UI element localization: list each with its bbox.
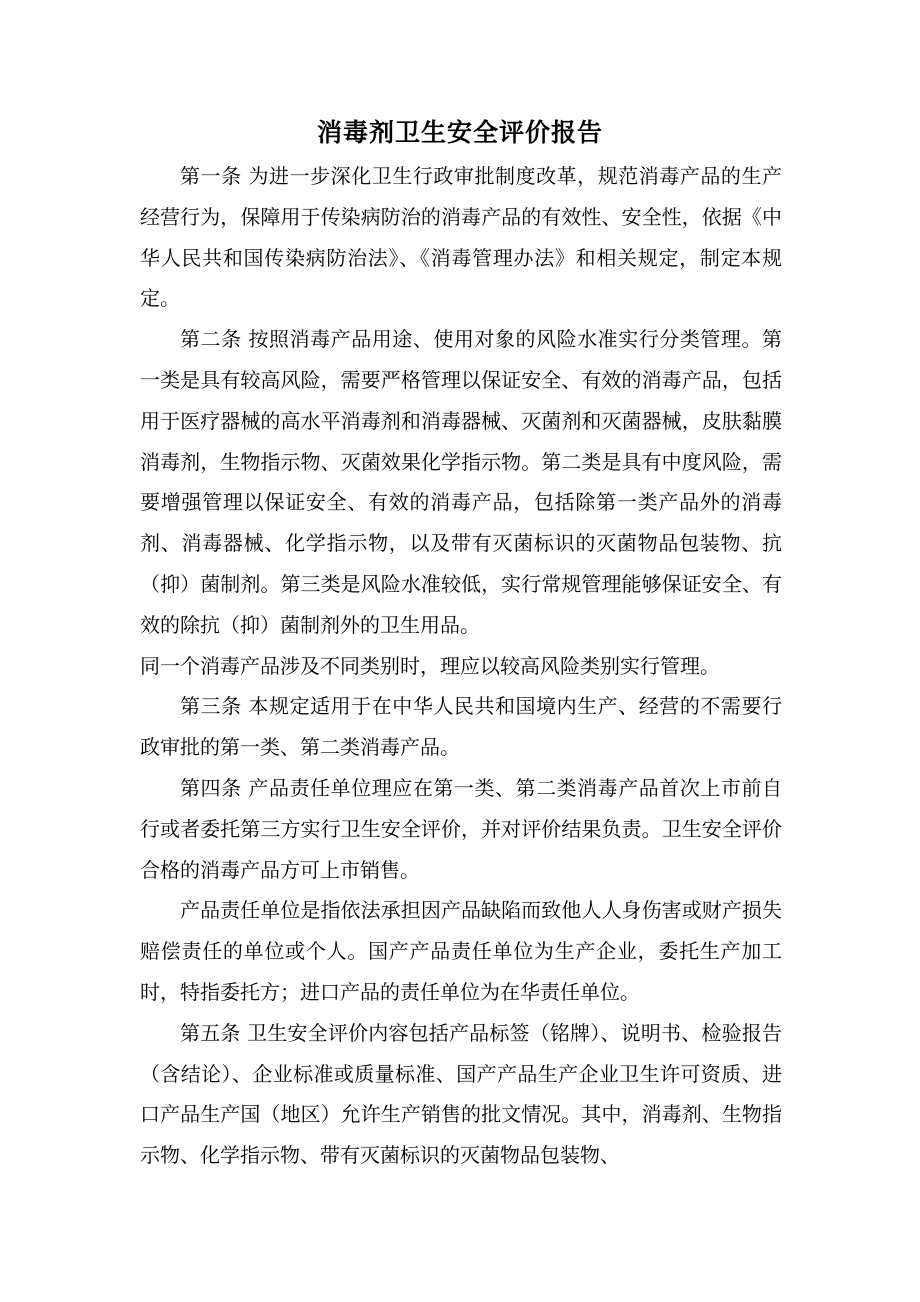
paragraph-article-1: 第一条 为进一步深化卫生行政审批制度改革，规范消毒产品的生产经营行为，保障用于传染病防治的消毒产品的有效性、安全性，依据《中华人民共和国传染病防治法》、《消毒管理办法》和相关规定，制定本规定。	[140, 164, 782, 311]
paragraph-article-2-note: 同一个消毒产品涉及不同类别时，理应以较高风险类别实行管理。	[140, 653, 720, 678]
paragraph-article-2: 第二条 按照消毒产品用途、使用对象的风险水准实行分类管理。第一类是具有较高风险，需要严格管理以保证安全、有效的消毒产品，包括用于医疗器械的高水平消毒剂和消毒器械、灭菌剂和灭菌器械，皮肤黏膜消毒剂，生物指示物、灭菌效果化学指示物。第二类是具有中度风险，需要增强管理以保证安全、有效的消毒产品，包括除第一类产品外的消毒剂、消毒器械、化学指示物，以及带有灭菌标识的灭菌物品包装物、抗（抑）菌制剂。第三类是风险水准较低，实行常规管理能够保证安全、有效的除抗（抑）菌制剂外的卫生用品。	[140, 327, 782, 637]
document-title: 消毒剂卫生安全评价报告	[316, 118, 603, 147]
document-body	[140, 156, 782, 1176]
paragraph-article-5: 第五条 卫生安全评价内容包括产品标签（铭牌）、说明书、检验报告（含结论）、企业标准或质量标准、国产产品生产企业卫生许可资质、进口产品生产国（地区）允许生产销售的批文情况。其中，消毒剂、生物指示物、化学指示物、带有灭菌标识的灭菌物品包装物、	[140, 1020, 782, 1168]
paragraph-responsible-party: 产品责任单位是指依法承担因产品缺陷而致他人人身伤害或财产损失赔偿责任的单位或个人。国产产品责任单位为生产企业，委托生产加工时，特指委托方；进口产品的责任单位为在华责任单位。	[140, 898, 782, 1004]
paragraph-article-4: 第四条 产品责任单位理应在第一类、第二类消毒产品首次上市前自行或者委托第三方实行卫生安全评价，并对评价结果负责。卫生安全评价合格的消毒产品方可上市销售。	[140, 775, 782, 882]
paragraph-article-3: 第三条 本规定适用于在中华人民共和国境内生产、经营的不需要行政审批的第一类、第二类消毒产品。	[140, 694, 782, 760]
